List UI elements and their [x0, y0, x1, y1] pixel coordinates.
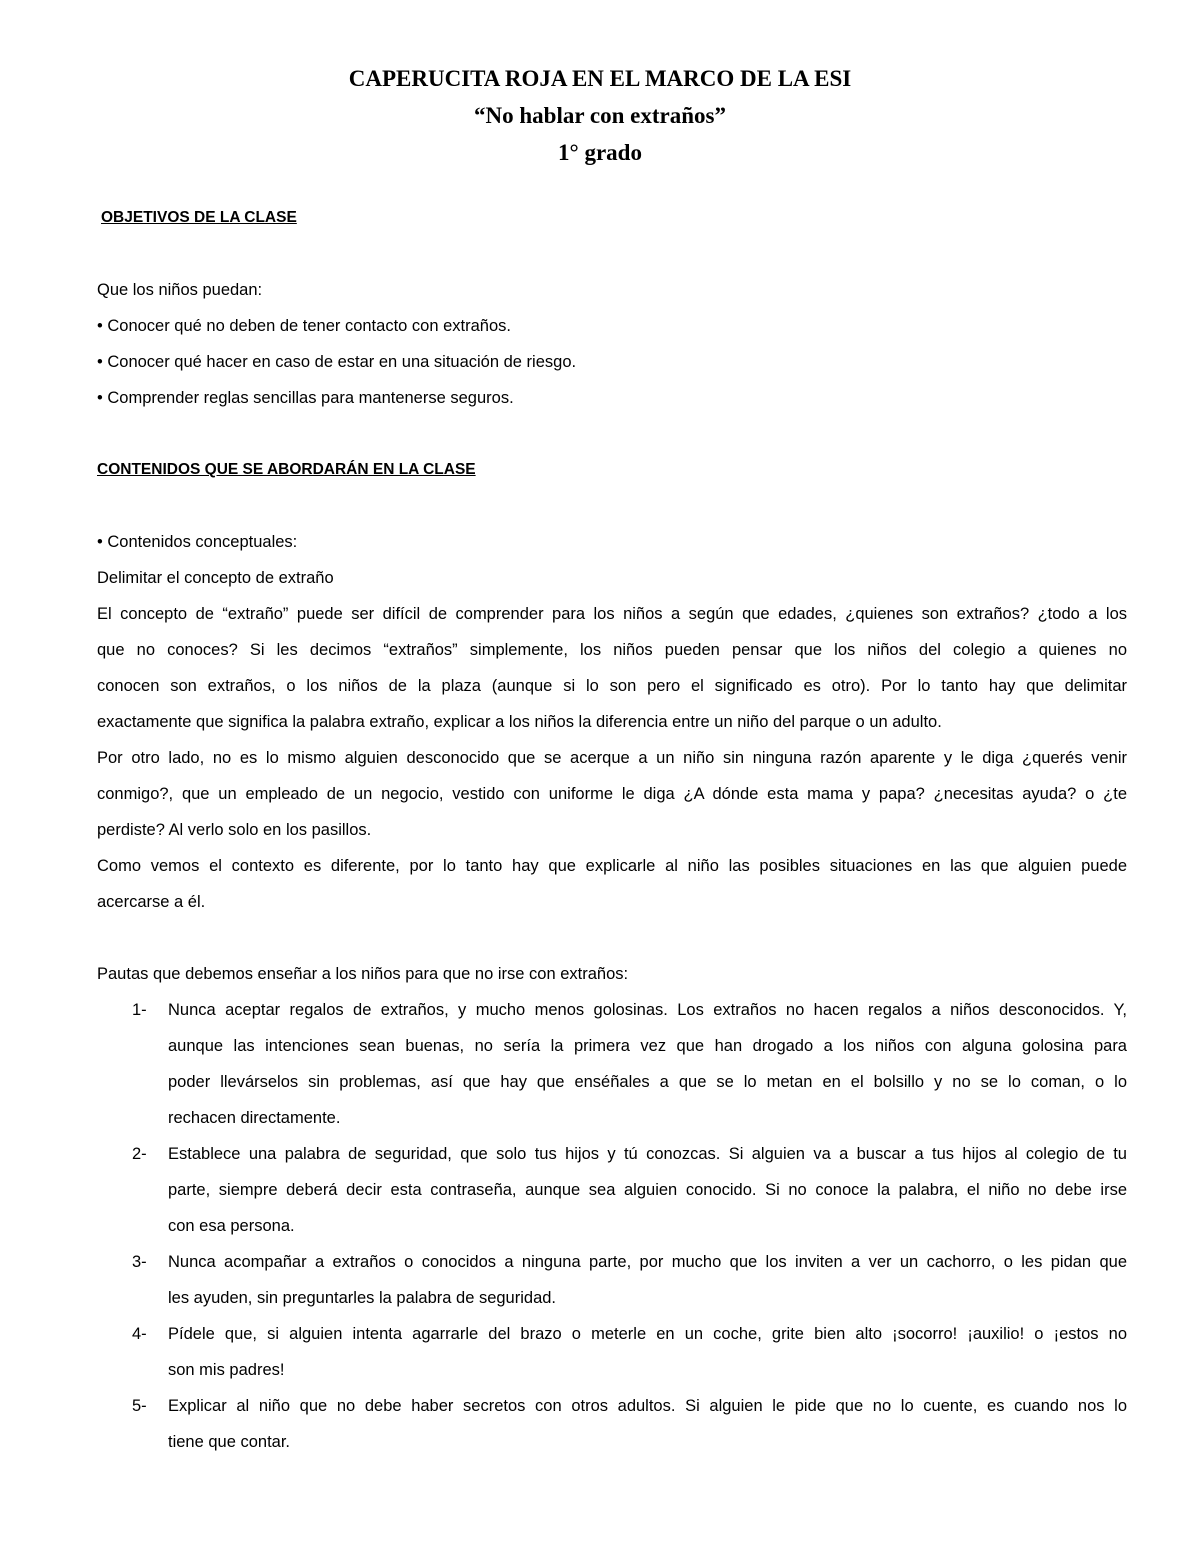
- paragraph-line: perdiste? Al verlo solo en los pasillos.: [97, 821, 372, 839]
- guideline-line: Explicar al niño que no debe haber secretos con otros adultos. Si alguien le pide que no lo cuente, es cuando nos lo: [168, 1397, 1127, 1415]
- paragraph-line: Por otro lado, no es lo mismo alguien desconocido que se acerque a un niño sin ninguna razón aparente y le diga ¿querés venir: [97, 749, 1127, 767]
- list-number: 2-: [132, 1145, 147, 1163]
- document-subtitle: “No hablar con extraños”: [474, 103, 726, 128]
- paragraph-line: exactamente que significa la palabra extraño, explicar a los niños la diferencia entre un niño del parque o un adulto.: [97, 713, 942, 731]
- paragraph-line: conocen son extraños, o los niños de la plaza (aunque si lo son pero el significado es otro). Por lo tanto hay que delimitar: [97, 677, 1127, 695]
- paragraph-line: Como vemos el contexto es diferente, por lo tanto hay que explicarle al niño las posibles situaciones en las que alguien puede: [97, 857, 1127, 875]
- guideline-item: [97, 992, 1127, 1136]
- guideline-item: [97, 1136, 1127, 1244]
- list-number: 1-: [132, 1001, 147, 1019]
- guideline-item: [97, 1316, 1127, 1388]
- paragraph-line: que no conoces? Si les decimos “extraños” simplemente, los niños pueden pensar que los niños del colegio a quienes no: [97, 641, 1127, 659]
- guideline-item: [97, 1244, 1127, 1316]
- list-number: 4-: [132, 1325, 147, 1343]
- contents-conceptual: • Contenidos conceptuales:: [97, 533, 298, 551]
- guideline-line: rechacen directamente.: [168, 1109, 341, 1127]
- objective-item: • Conocer qué hacer en caso de estar en una situación de riesgo.: [97, 353, 577, 371]
- title-block: [0, 60, 1200, 171]
- guideline-line: Nunca acompañar a extraños o conocidos a ninguna parte, por mucho que los inviten a ver un cachorro, o les pidan que: [168, 1253, 1127, 1271]
- guideline-line: Nunca aceptar regalos de extraños, y mucho menos golosinas. Los extraños no hacen regalos a niños desconocidos. Y,: [168, 1001, 1127, 1019]
- objective-item: • Comprender reglas sencillas para mantenerse seguros.: [97, 389, 514, 407]
- guideline-line: parte, siempre deberá decir esta contraseña, aunque sea alguien conocido. Si no conoce la palabra, el niño no debe irse: [168, 1181, 1127, 1199]
- document-title: CAPERUCITA ROJA EN EL MARCO DE LA ESI: [348, 66, 852, 91]
- objectives-intro: Que los niños puedan:: [97, 281, 263, 299]
- guideline-line: Establece una palabra de seguridad, que solo tus hijos y tú conozcas. Si alguien va a buscar a tus hijos al colegio de tu: [168, 1145, 1127, 1163]
- contents-heading: CONTENIDOS QUE SE ABORDARÁN EN LA CLASE: [97, 461, 476, 478]
- guideline-line: Pídele que, si alguien intenta agarrarle del brazo o meterle en un coche, grite bien alto ¡socorro! ¡auxilio! o ¡estos no: [168, 1325, 1127, 1343]
- document-body: [97, 200, 1127, 1460]
- guideline-line: son mis padres!: [168, 1361, 285, 1379]
- document-grade: 1° grado: [558, 140, 642, 165]
- objectives-heading: OBJETIVOS DE LA CLASE: [101, 209, 297, 226]
- paragraph-line: El concepto de “extraño” puede ser difícil de comprender para los niños a según que edades, ¿quienes son extraños? ¿todo a los: [97, 605, 1127, 623]
- guideline-line: tiene que contar.: [168, 1433, 291, 1451]
- guideline-line: poder llevárselos sin problemas, así que hay que enséñales a que se lo metan en el bolsillo y no se lo coman, o lo: [168, 1073, 1127, 1091]
- paragraph-line: acercarse a él.: [97, 893, 206, 911]
- list-number: 3-: [132, 1253, 147, 1271]
- guideline-line: con esa persona.: [168, 1217, 295, 1235]
- objective-item: • Conocer qué no deben de tener contacto con extraños.: [97, 317, 511, 335]
- contents-subheading: Delimitar el concepto de extraño: [97, 569, 334, 587]
- guidelines-intro: Pautas que debemos enseñar a los niños para que no irse con extraños:: [97, 965, 629, 983]
- paragraph-line: conmigo?, que un empleado de un negocio, vestido con uniforme le diga ¿A dónde esta mama y papa? ¿necesitas ayuda? o ¿te: [97, 785, 1127, 803]
- guideline-line: les ayuden, sin preguntarles la palabra de seguridad.: [168, 1289, 557, 1307]
- list-number: 5-: [132, 1397, 147, 1415]
- guideline-line: aunque las intenciones sean buenas, no sería la primera vez que han drogado a los niños con alguna golosina para: [168, 1037, 1127, 1055]
- guideline-item: [97, 1388, 1127, 1460]
